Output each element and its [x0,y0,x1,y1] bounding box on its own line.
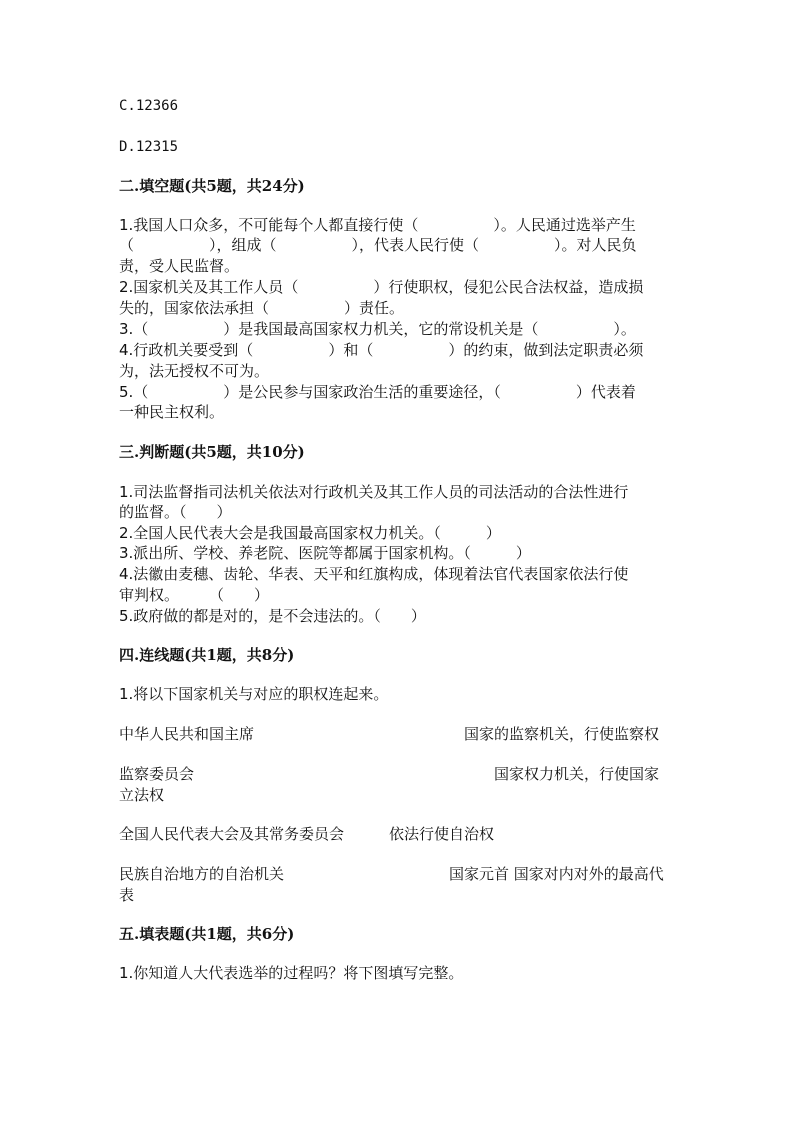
question-line: 4.行政机关要受到（ ）和（ ）的约束，做到法定职责必须 [119,341,644,359]
question-line: （ ），组成（ ），代表人民行使（ ）。对人民负 [119,236,637,254]
matching-row: 立法权 [119,786,165,804]
question-line: 2.全国人民代表大会是我国最高国家权力机关。（ ） [119,524,501,542]
option-d: D.12315 [119,139,179,155]
section-heading-true-false: 三.判断题(共5题，共10分) [119,443,305,461]
question-line: 的监督。（ ） [119,503,232,521]
question-line: 2.国家机关及其工作人员（ ）行使职权，侵犯公民合法权益，造成损 [119,278,644,296]
section-heading-matching: 四.连线题(共1题，共8分) [119,646,295,664]
matching-row: 中华人民共和国主席 国家的监察机关，行使监察权 [119,725,660,743]
question-line: 为，法无授权不可为。 [119,362,270,380]
question-line: 5.（ ）是公民参与国家政治生活的重要途径，（ ）代表着 [119,383,636,401]
question-line: 3.派出所、学校、养老院、医院等都属于国家机构。（ ） [119,544,531,562]
question-line: 1.你知道人大代表选举的过程吗？将下图填写完整。 [119,964,464,982]
question-line: 审判权。 （ ） [119,586,270,604]
question-line: 1.我国人口众多，不可能每个人都直接行使（ ）。人民通过选举产生 [119,216,636,234]
section-heading-fill-blank: 二.填空题(共5题，共24分) [119,177,305,195]
question-line: 一种民主权利。 [119,403,225,421]
option-c: C.12366 [119,98,179,114]
question-line: 4.法徽由麦穗、齿轮、华表、天平和红旗构成，体现着法官代表国家依法行使 [119,565,629,583]
question-line: 1.司法监督指司法机关依法对行政机关及其工作人员的司法活动的合法性进行 [119,483,629,501]
matching-row: 全国人民代表大会及其常务委员会 依法行使自治权 [119,825,495,843]
section-heading-fill-table: 五.填表题(共1题，共6分) [119,925,295,943]
question-line: 5.政府做的都是对的，是不会违法的。（ ） [119,607,426,625]
question-line: 3.（ ）是我国最高国家权力机关，它的常设机关是（ ）。 [119,320,636,338]
matching-row: 民族自治地方的自治机关 国家元首 国家对内对外的最高代 [119,865,664,883]
matching-row: 监察委员会 国家权力机关，行使国家 [119,765,660,783]
question-line: 1.将以下国家机关与对应的职权连起来。 [119,685,389,703]
question-line: 责，受人民监督。 [119,257,240,275]
matching-row: 表 [119,886,135,904]
question-line: 失的，国家依法承担（ ）责任。 [119,299,405,317]
